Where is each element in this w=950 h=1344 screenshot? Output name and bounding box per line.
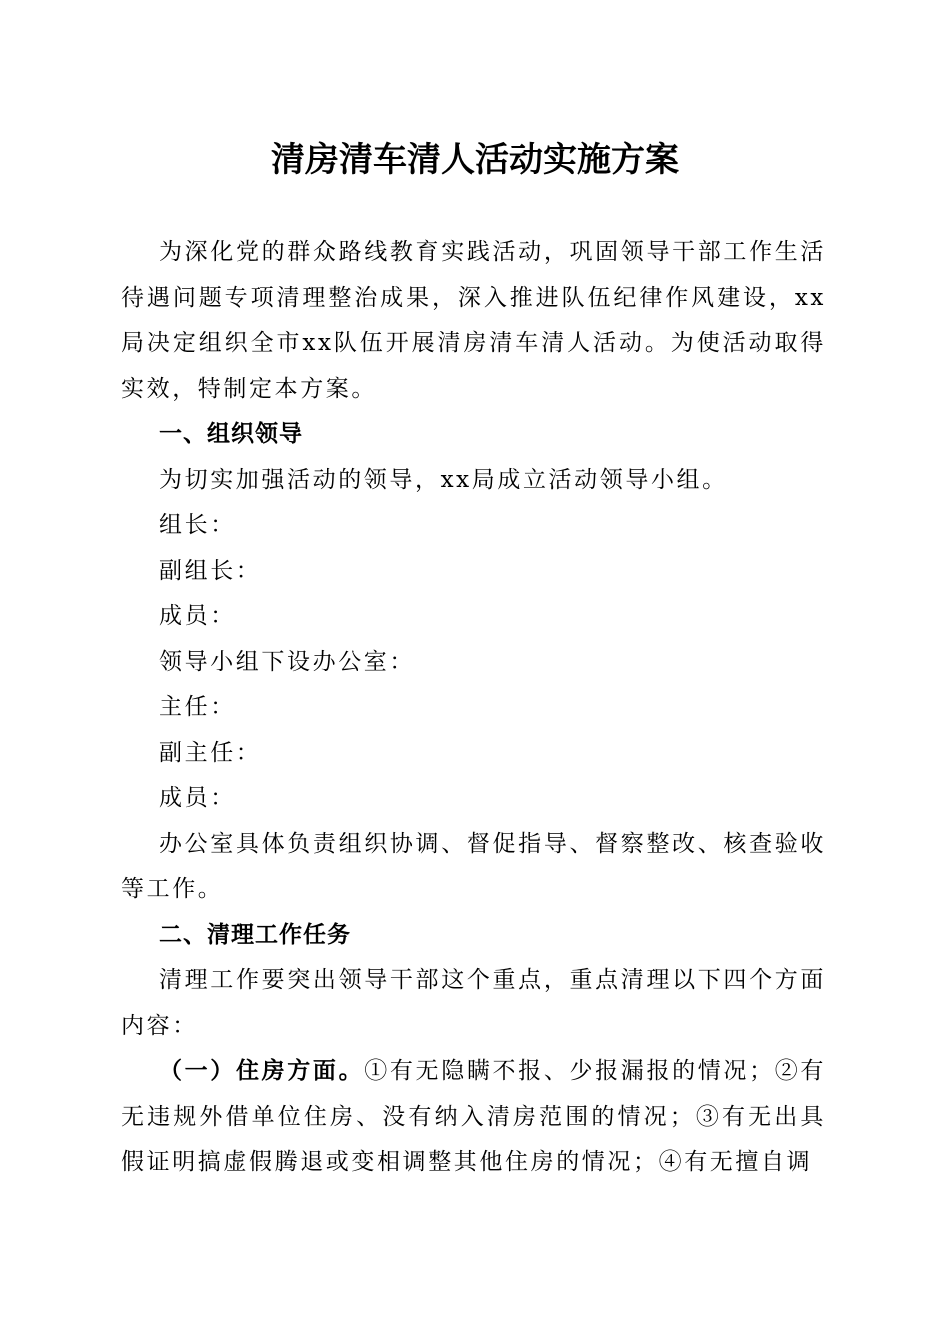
intro-paragraph: 为深化党的群众路线教育实践活动，巩固领导干部工作生活待遇问题专项清理整治成果，深入推进队伍纪律作风建设，xx局决定组织全市xx队伍开展清房清车清人活动。为使活动取得实效，特制定本方案。 <box>121 239 826 402</box>
deputy-leader-line: 副组长： <box>159 557 262 584</box>
document-title: 清房清车清人活动实施方案 <box>271 140 679 180</box>
tasks-lead: 清理工作要突出领导干部这个重点，重点清理以下四个方面内容： <box>121 967 826 1039</box>
document-body <box>121 230 826 1186</box>
leader-line: 组长： <box>159 512 236 538</box>
housing-item-text: ①有无隐瞒不报、少报漏报的情况；②有无违规外借单位住房、没有纳入清房范围的情况；③有无出具假证明搞虚假腾退或变相调整其他住房的情况；④有无擅自调 <box>121 1058 826 1175</box>
director-line: 主任： <box>159 694 236 720</box>
members-line: 成员： <box>159 603 236 629</box>
organization-lead: 为切实加强活动的领导，xx局成立活动领导小组。 <box>159 466 728 493</box>
deputy-director-line: 副主任： <box>159 739 262 766</box>
housing-item-label: （一）住房方面。 <box>159 1058 365 1084</box>
office-line: 领导小组下设办公室： <box>159 648 415 675</box>
office-members-line: 成员： <box>159 785 236 811</box>
section-heading-organization: 一、组织领导 <box>159 421 303 447</box>
office-duty-paragraph: 办公室具体负责组织协调、督促指导、督察整改、核查验收等工作。 <box>121 830 826 902</box>
housing-item-paragraph <box>121 1049 826 1186</box>
section-heading-tasks: 二、清理工作任务 <box>159 921 351 948</box>
